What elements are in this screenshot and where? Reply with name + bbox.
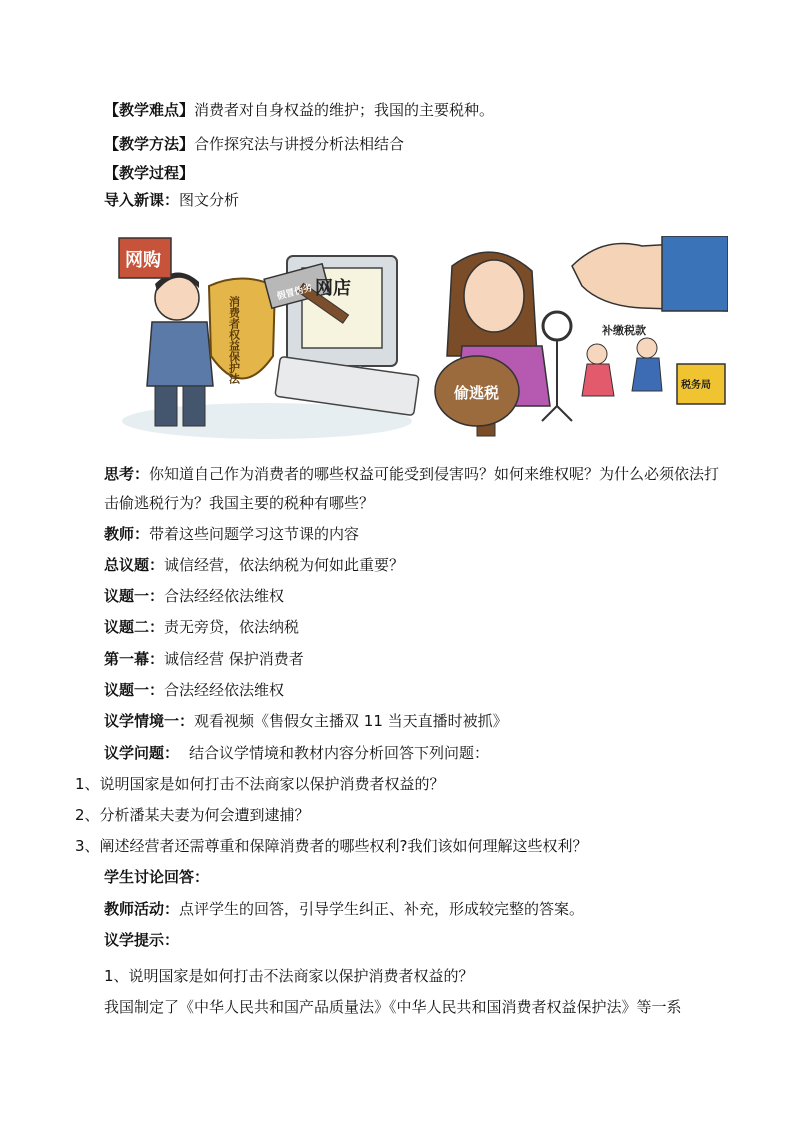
question-3: 3、阐述经营者还需尊重和保障消费者的哪些权利?我们该如何理解这些权利？	[75, 837, 588, 855]
topic1b-line	[104, 680, 284, 700]
intro-line	[104, 190, 239, 210]
hint-heading: 议学提示：	[104, 931, 180, 949]
main-topic-label: 总议题：	[104, 556, 165, 574]
difficulty-label: 【教学难点】	[104, 101, 195, 119]
act1-text: 诚信经营 保护消费者	[164, 650, 304, 668]
topic1b-label: 议题一：	[104, 681, 165, 699]
discuss-heading: 学生讨论回答：	[104, 868, 210, 886]
activity-text: 点评学生的回答，引导学生纠正、补充，形成较完整的答案。	[179, 900, 585, 918]
illustration-tax-evasion	[432, 236, 728, 442]
topic1-label: 议题一：	[104, 587, 165, 605]
difficulty-text: 消费者对自身权益的维护；我国的主要税种。	[194, 101, 495, 119]
teacher-label: 教师：	[104, 525, 150, 543]
bag-label-tax-evasion: 偷逃税	[454, 384, 500, 402]
scenario-text: 观看视频《售假女主播双 11 当天直播时被抓》	[194, 712, 508, 730]
act1-label: 第一幕：	[104, 650, 165, 668]
box-label-online-shopping: 网购	[125, 250, 161, 271]
shield-label: 消费者权益保护法	[227, 296, 241, 384]
difficulty-line	[104, 100, 494, 120]
scenario-line	[104, 711, 508, 731]
method-line	[104, 134, 404, 154]
illustration-consumer-rights	[117, 236, 425, 442]
topic1b-text: 合法经经依法维权	[164, 681, 285, 699]
teacher-text: 带着这些问题学习这节课的内容	[149, 525, 360, 543]
box-label-tax-bureau: 税务局	[681, 380, 711, 391]
questions-line	[104, 743, 489, 763]
questions-label: 议学问题：	[104, 744, 180, 762]
activity-line	[104, 899, 584, 919]
question-2: 2、分析潘某夫妻为何会遭到逮捕？	[75, 806, 310, 824]
main-topic-line	[104, 555, 404, 575]
scenario-label: 议学情境一：	[104, 712, 195, 730]
intro-text: 图文分析	[179, 191, 240, 209]
topic2-label: 议题二：	[104, 618, 165, 636]
method-label: 【教学方法】	[104, 135, 195, 153]
topic2-line	[104, 617, 299, 637]
think-paragraph	[104, 460, 722, 518]
teacher-line	[104, 524, 359, 544]
act1-line	[104, 649, 304, 669]
tag-label-tax-payment: 补缴税款	[602, 324, 646, 337]
topic2-text: 责无旁贷，依法纳税	[164, 618, 300, 636]
screen-label-online-store: 网店	[315, 278, 351, 299]
think-text: 你知道自己作为消费者的哪些权益可能受到侵害吗？如何来维权呢？为什么必须依法打击偷逃税行为？我国主要的税种有哪些？	[104, 465, 720, 512]
topic1-text: 合法经经依法维权	[164, 587, 285, 605]
topic1-line	[104, 586, 284, 606]
method-text: 合作探究法与讲授分析法相结合	[194, 135, 405, 153]
question-1: 1、说明国家是如何打击不法商家以保护消费者权益的？	[75, 775, 445, 793]
intro-label: 导入新课：	[104, 191, 180, 209]
questions-text: 结合议学情境和教材内容分析回答下列问题：	[189, 744, 490, 762]
process-heading: 【教学过程】	[104, 164, 195, 182]
axe-label: 假冒伪劣	[276, 283, 314, 303]
activity-label: 教师活动：	[104, 900, 180, 918]
think-label: 思考：	[104, 465, 150, 483]
answer-text: 我国制定了《中华人民共和国产品质量法》《中华人民共和国消费者权益保护法》等一系	[104, 998, 682, 1016]
main-topic-text: 诚信经营，依法纳税为何如此重要？	[164, 556, 405, 574]
hint-question-1: 1、说明国家是如何打击不法商家以保护消费者权益的？	[104, 967, 474, 985]
